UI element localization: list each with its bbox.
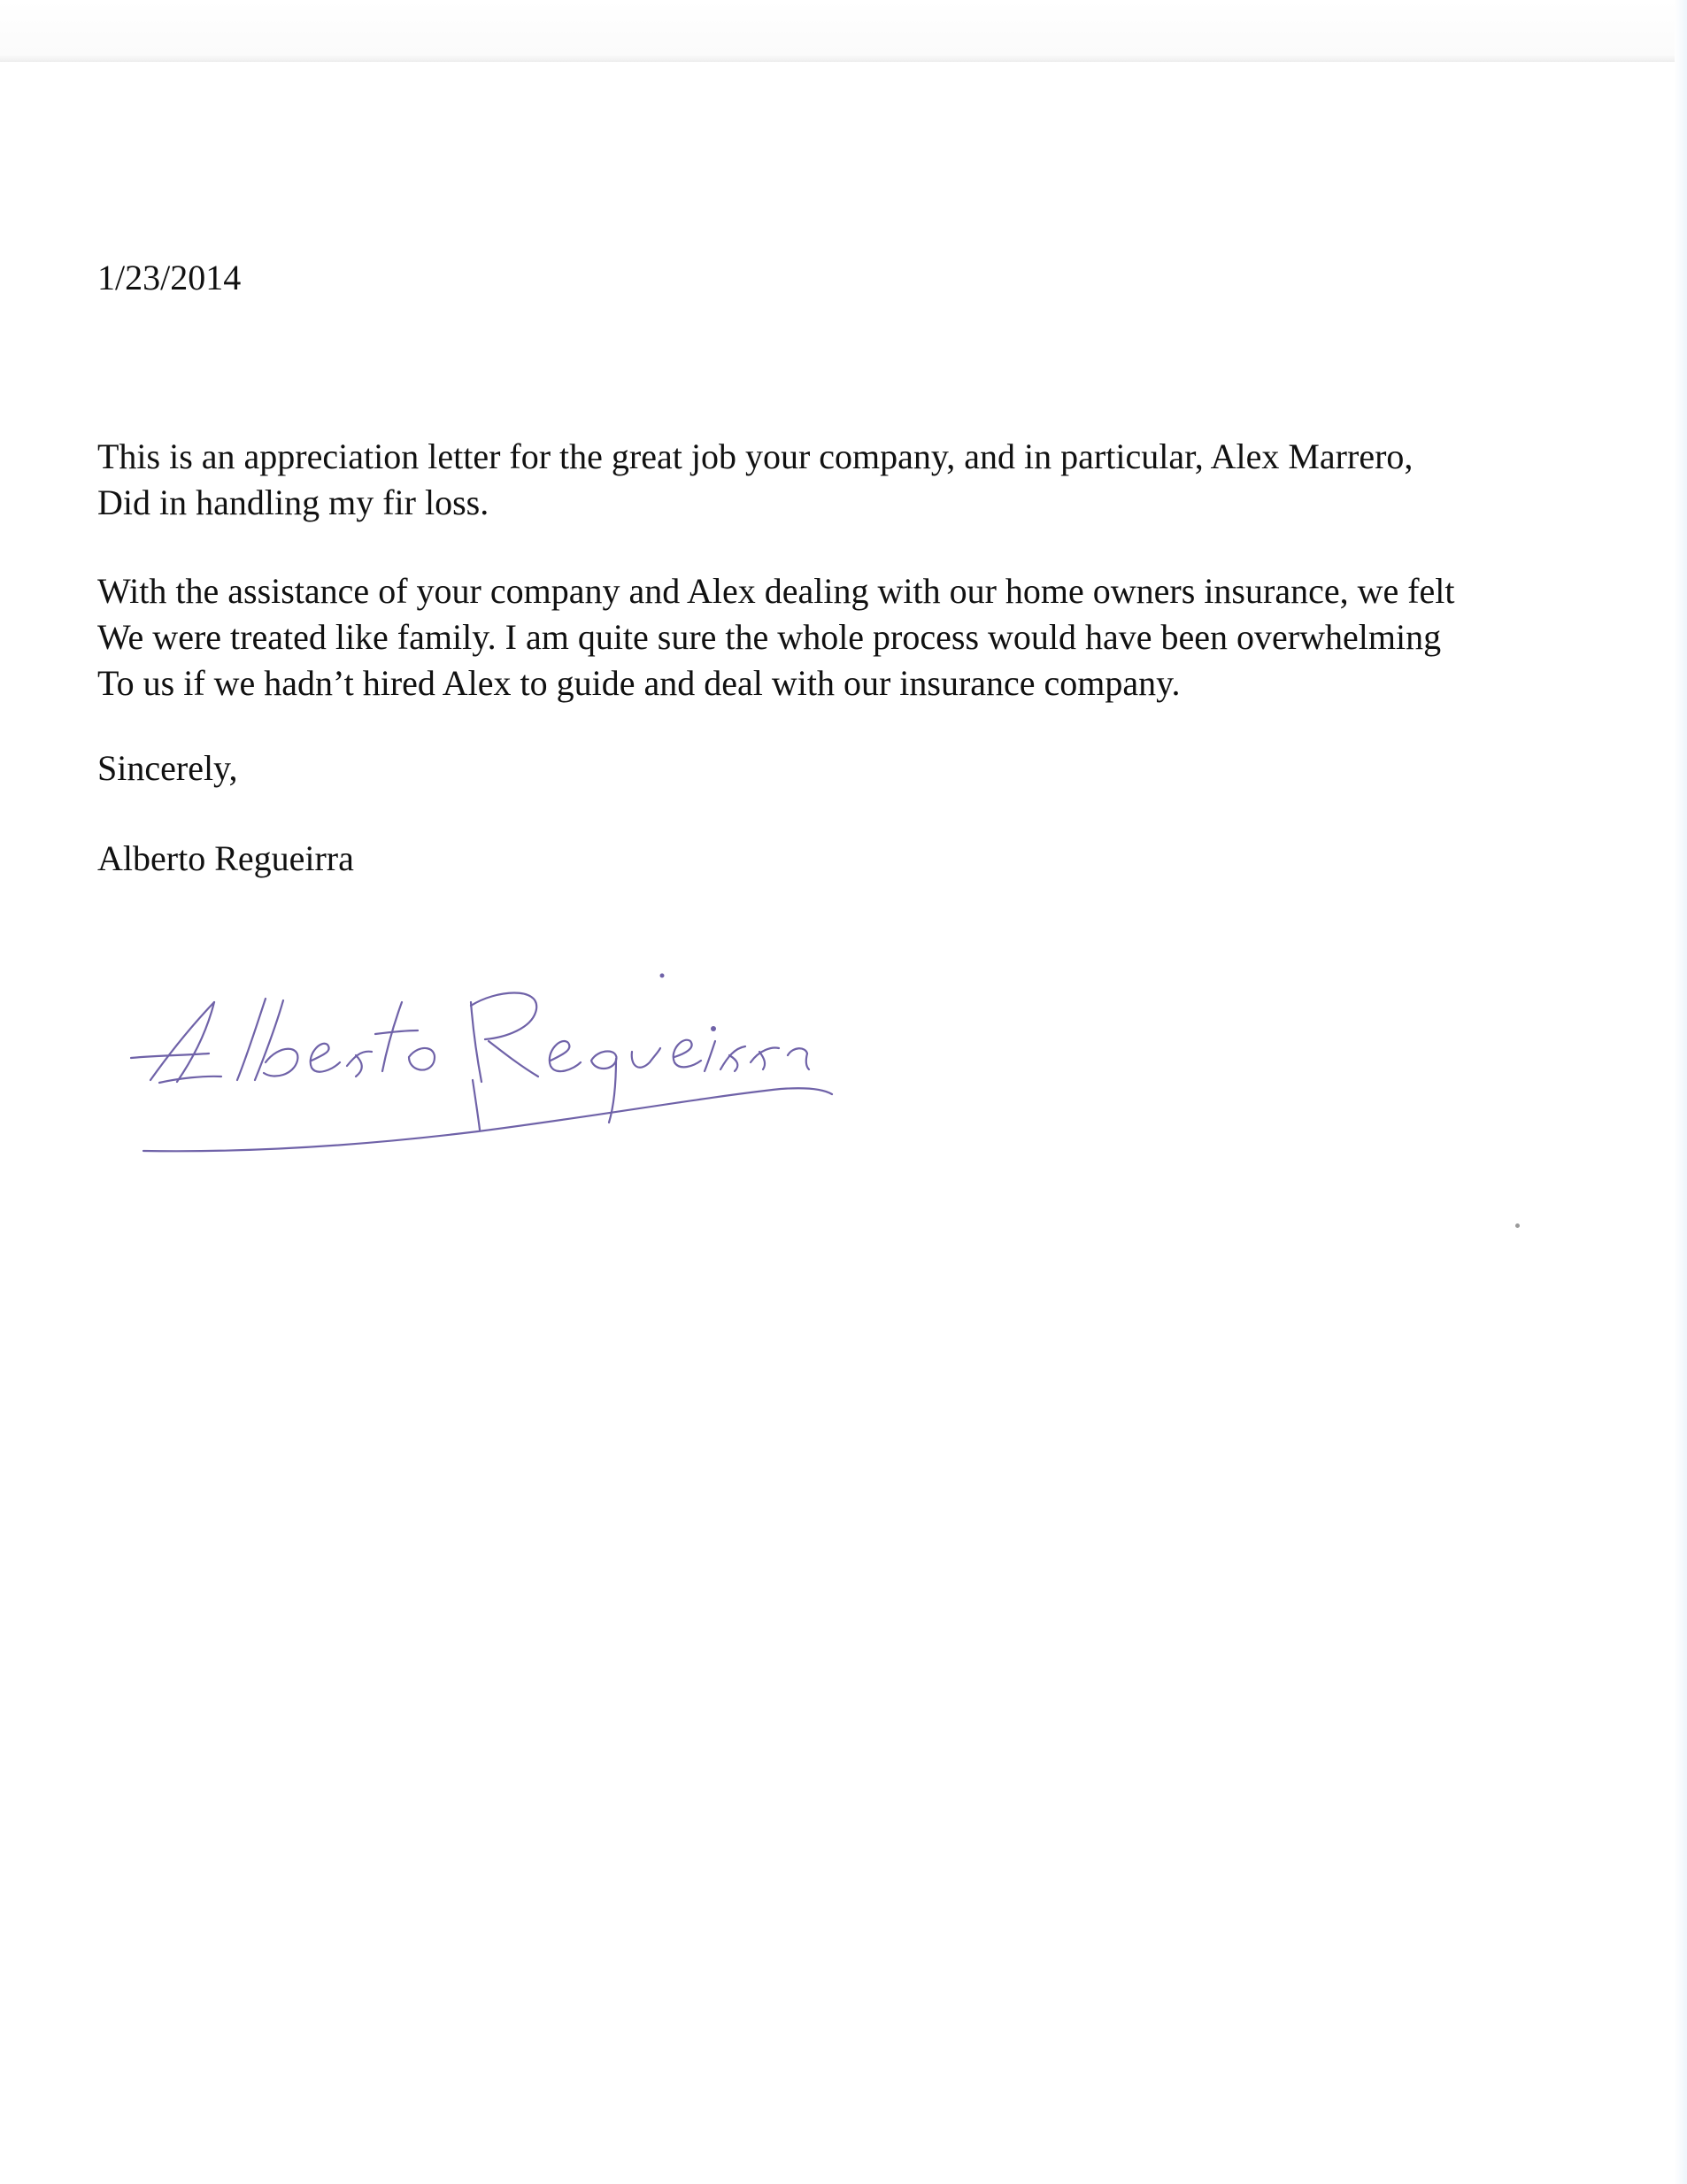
signer-name: Alberto Regueirra <box>97 838 354 878</box>
paragraph-2-line-1: With the assistance of your company and Alex dealing with our home owners insurance, we felt <box>97 571 1455 611</box>
paragraph-2-line-3: To us if we hadn’t hired Alex to guide and deal with our insurance company. <box>97 663 1181 703</box>
closing-salutation: Sincerely, <box>97 748 238 788</box>
scan-right-edge <box>1675 0 1687 2184</box>
paragraph-appreciation <box>97 434 1413 526</box>
scan-top-edge <box>0 0 1687 62</box>
paragraph-assistance <box>97 568 1455 706</box>
paragraph-1-line-1: This is an appreciation letter for the great job your company, and in particular, Alex Marrero, <box>97 436 1414 476</box>
scan-speck <box>1515 1223 1520 1228</box>
paragraph-1-line-2: Did in handling my fir loss. <box>97 482 489 522</box>
letter-date: 1/23/2014 <box>97 258 242 297</box>
handwritten-signature <box>124 956 921 1204</box>
paragraph-2-line-2: We were treated like family. I am quite sure the whole process would have been overwhelming <box>97 617 1442 657</box>
